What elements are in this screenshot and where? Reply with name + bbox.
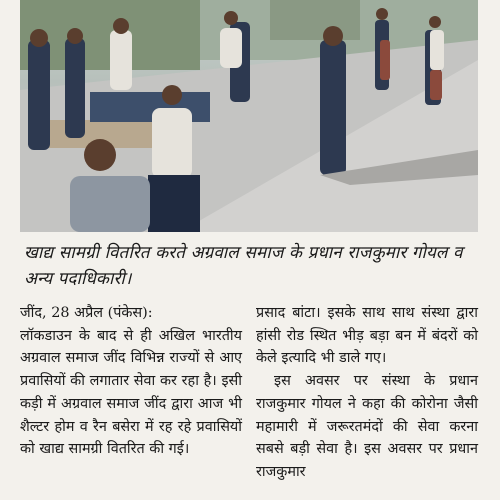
article-paragraph: लॉकडाउन के बाद से ही अखिल भारतीय अग्रवाल समाज जींद विभिन्न राज्यों से आए प्रवासियों की लगातार सेवा कर रहा है। इसी कड़ी में अग्रवाल समाज जींद द्वारा आज भी शैल्टर होम व रैन बसेरा में रह रहे प्रवासियों को खाद्य सामग्री वितरित की गई।	[20, 327, 242, 458]
article-column-1	[20, 302, 242, 500]
article-paragraph: प्रसाद बांटा। इसके साथ साथ संस्था द्वारा हांसी रोड स्थित भीड़ बड़ा बन में बंदरों को केले इत्यादि भी डाले गए।	[256, 305, 478, 367]
photo-caption: खाद्य सामग्री वितरित करते अग्रवाल समाज के प्रधान राजकुमार गोयल व अन्य पदाधिकारी।	[24, 243, 463, 289]
article-paragraph: इस अवसर पर संस्था के प्रधान राजकुमार गोयल ने कहा की कोरोना जैसी महामारी में जरूरतमंदों की सेवा करना सबसे बड़ी सेवा है। इस अवसर पर प्रधान राजकुमार	[256, 373, 478, 480]
photo-scene	[20, 0, 478, 232]
news-article	[20, 302, 478, 500]
article-column-2	[256, 302, 478, 500]
article-dateline: जींद, 28 अप्रैल (पंकेस):	[20, 305, 153, 321]
news-photo	[20, 0, 478, 232]
